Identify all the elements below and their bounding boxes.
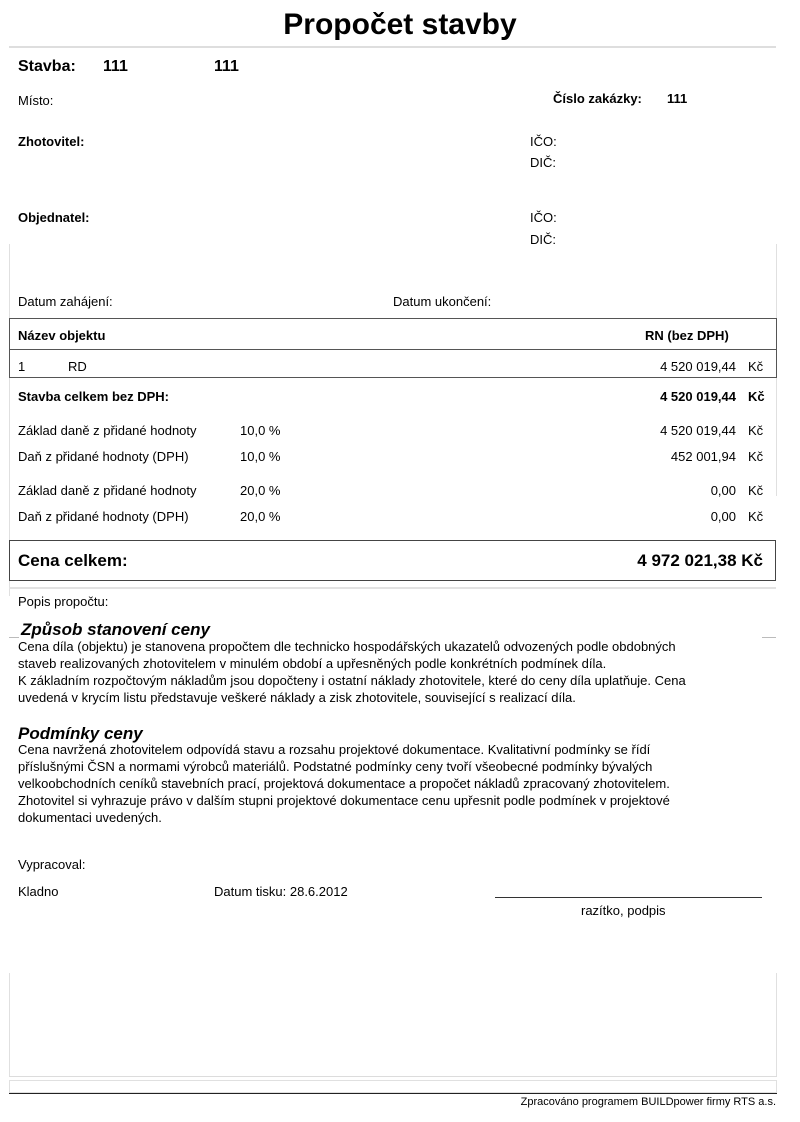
print-date-text: Datum tisku: 28.6.2012 [214,884,348,899]
vat-20-currency: Kč [748,509,764,524]
objednatel-dic-label: DIČ: [530,232,556,247]
zhotovitel-ico-label: IČO: [530,134,557,149]
title-divider [9,46,776,48]
vat-10-currency: Kč [748,449,764,464]
table-header-divider [10,349,776,350]
vat-base-10-rate: 10,0 % [240,423,281,438]
object-row-name: RD [68,359,87,374]
grand-total-underline [9,587,776,589]
vat-20-rate: 20,0 % [240,509,281,524]
text-line: příslušnými ČSN a normami výrobců materiálů. Podstatné podmínky ceny tvoří všeobecné podmínky bývalých [18,759,653,774]
text-line: velkoobchodních ceníků stavebních prací, projektová dokumentace a propočet nákladů zpracovaný zhotovitelem. [18,776,670,791]
total-without-vat-value: 4 520 019,44 [660,389,736,404]
vat-10-rate: 10,0 % [240,449,281,464]
total-without-vat-label: Stavba celkem bez DPH: [18,389,170,404]
vat-base-20-amount: 0,00 [710,483,736,498]
zhotovitel-dic-label: DIČ: [530,155,556,170]
text-line: Zhotovitel si vyhrazuje právo v dalším stupni projektové dokumentace cenu upřesnit podle podmínek v projektové [18,793,670,808]
signature-line [495,897,762,898]
objednatel-label: Objednatel: [18,210,90,225]
vat-base-10-amount: 4 520 019,44 [660,423,736,438]
object-row-number: 1 [18,359,26,374]
vat-base-10-label: Základ daně z přidané hodnoty [18,423,197,438]
vat-20-label: Daň z přidané hodnoty (DPH) [18,509,189,524]
section-price-conditions-text [18,741,788,826]
object-row-currency: Kč [748,359,764,374]
stamp-signature-label: razítko, podpis [581,903,666,918]
zakazka-label: Číslo zakázky: [553,91,642,106]
vat-base-10-currency: Kč [748,423,764,438]
description-label: Popis propočtu: [18,594,109,609]
footer-text: Zpracováno programem BUILDpower firmy RTS a.s. [520,1096,776,1108]
page-title: Propočet stavby [283,8,517,41]
vat-base-20-label: Základ daně z přidané hodnoty [18,483,197,498]
section-pricing-method-text [18,638,788,706]
zhotovitel-label: Zhotovitel: [18,134,85,149]
stavba-code: 111 [103,58,128,75]
prepared-by-label: Vypracoval: [18,857,86,872]
lower-frame-right [776,973,777,1077]
text-line: Cena díla (objektu) je stanovena propočtem dle technicko hospodářských ukazatelů odvozených podle obdobných [18,639,676,654]
stavba-label: Stavba: [18,58,76,75]
section-price-conditions-title: Podmínky ceny [18,724,143,743]
lower-frame-left [9,973,10,1077]
start-date-label: Datum zahájení: [18,294,113,309]
column-header-name: Název objektu [18,328,106,343]
vat-base-20-currency: Kč [748,483,764,498]
footer-divider [9,1093,777,1094]
place-text: Kladno [18,884,59,899]
vat-10-label: Daň z přidané hodnoty (DPH) [18,449,189,464]
text-line: K základním rozpočtovým nákladům jsou dopočteny i ostatní náklady zhotovitele, které do ceny díla uplatňuje. Cena [18,673,686,688]
vat-20-amount: 0,00 [710,509,736,524]
text-line: dokumentaci uvedených. [18,810,162,825]
object-row-amount: 4 520 019,44 [660,359,736,374]
lower-frame-bottom [9,1076,777,1077]
end-date-label: Datum ukončení: [393,294,492,309]
grand-total-label: Cena celkem: [18,551,128,570]
column-header-amount: RN (bez DPH) [645,328,729,343]
stavba-name: 111 [214,58,239,75]
section-pricing-method-title: Způsob stanovení ceny [21,620,210,639]
text-line: staveb realizovaných zhotovitelem v minulém období a upřesněných podle konkrétních podmínek díla. [18,656,607,671]
text-line: Cena navržená zhotovitelem odpovídá stavu a rozsahu projektové dokumentace. Kvalitativní podmínky se řídí [18,742,651,757]
misto-label: Místo: [18,93,54,108]
footer-box [9,1080,777,1093]
text-line: uvedená v krycím listu představuje veškeré náklady a zisk zhotovitele, související s realizací díla. [18,690,576,705]
vat-10-amount: 452 001,94 [670,449,736,464]
grand-total-value: 4 972 021,38 Kč [637,551,763,570]
vat-base-20-rate: 20,0 % [240,483,281,498]
total-without-vat-currency: Kč [748,389,765,404]
objednatel-ico-label: IČO: [530,210,557,225]
zakazka-value: 111 [667,91,688,106]
